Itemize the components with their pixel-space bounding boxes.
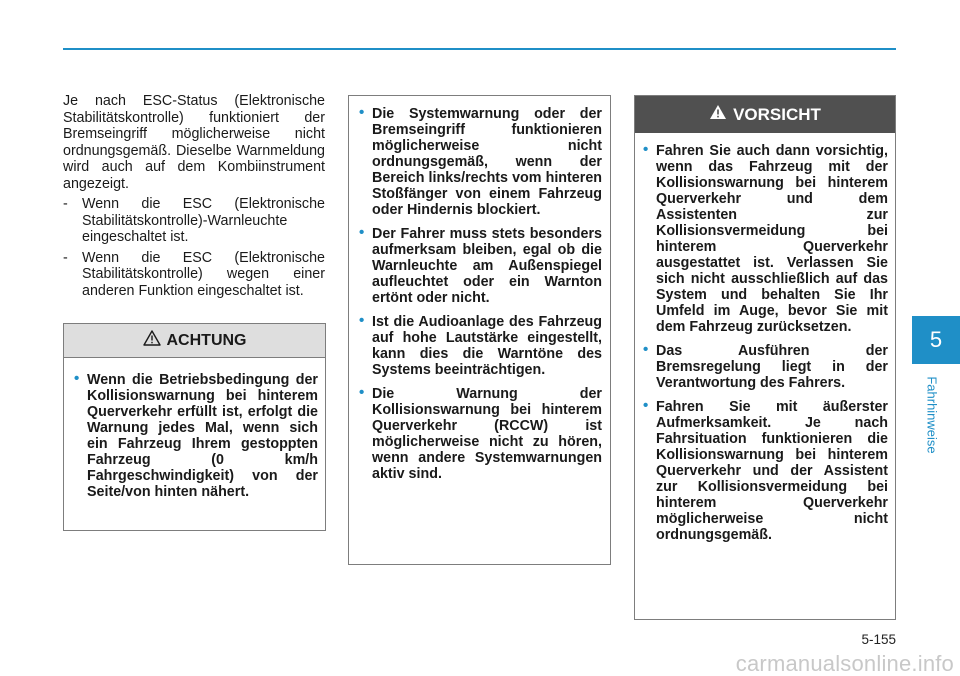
list-item-text: Die Systemwarnung oder der Bremseingriff funktionieren möglicherweise nicht ordnungsgemäß, wenn der Bereich links/rechts vom hinteren Stoßfänger von einem Fahrzeug oder Hindernis blockiert. [372,106,602,218]
chapter-tab: 5 [912,316,960,364]
list-item-text: Ist die Audioanlage des Fahrzeug auf hohe Lautstärke eingestellt, kann dies die Warntöne des Systems beeinträchtigen. [372,314,602,378]
list-item-text: Fahren Sie mit äußerster Aufmerksamkeit. Je nach Fahrsituation funktionieren die Kollisionswarnung bei hinterem Querverkehr und der Assistent zur Kollisionsvermeidung bei hinterem Querverkehr möglicherweise nicht ordnungsgemäß. [656,399,888,543]
warning-triangle-icon [143,330,161,351]
dash-item [63,250,325,300]
dash-item-text: Wenn die ESC (Elektronische Stabilitätskontrolle)-Warnleuchte eingeschaltet ist. [82,196,325,245]
list-item-text: Die Warnung der Kollisionswarnung bei hinterem Querverkehr (RCCW) ist möglicherweise nicht zu hören, wenn andere Systemwarnungen aktiv sind. [372,386,602,482]
bullet-marker: • [643,341,649,358]
chapter-label [922,370,942,460]
intro-paragraph: Je nach ESC-Status (Elektronische Stabilitätskontrolle) funktioniert der Bremseingriff möglicherweise nicht ordnungsgemäß. Dieselbe Warnmeldung wird auch auf dem Kombiinstrument angezeigt. [63,93,325,192]
bullet-marker: • [359,224,365,241]
page-number: 5-155 [861,632,896,647]
dash-marker: - [63,249,68,266]
list-item [643,343,888,391]
watermark: carmanualsonline.info [735,651,954,676]
list-item [643,143,888,335]
list-item [643,399,888,543]
achtung-title: ACHTUNG [166,331,247,349]
bullet-marker: • [74,370,80,387]
dash-item [63,196,325,246]
vorsicht-box [634,95,896,620]
dash-marker: - [63,196,68,212]
list-item [74,372,318,500]
vorsicht-title: VORSICHT [733,104,821,124]
achtung-header [64,324,325,358]
bullet-marker: • [359,384,365,401]
bullet-marker: • [643,397,649,414]
warning-triangle-icon [709,104,727,125]
bullet-marker: • [359,312,365,329]
achtung-box [63,323,326,531]
chapter-label-text: Fahrhinweise [924,376,940,454]
list-item-text: Der Fahrer muss stets besonders aufmerksam bleiben, egal ob die Warnleuchte am Außenspiegel aufleuchtet oder ein Warnton ertönt oder nicht. [372,226,602,306]
achtung-list [64,358,325,500]
top-rule [63,48,896,50]
caution-list [349,96,610,482]
list-item-text: Fahren Sie auch dann vorsichtig, wenn das Fahrzeug mit der Kollisionswarnung bei hinterem Querverkehr und dem Assistenten zur Kollisionsvermeidung bei hinterem Querverkehr ausgestattet ist. Verlassen Sie sich nicht ausschließlich auf das System und behalten Sie Ihr Umfeld im Auge, bevor Sie mit dem Fahrzeug zurücksetzen. [656,143,888,335]
list-item [359,314,602,378]
body-text-column [63,93,325,299]
list-item [359,226,602,306]
vorsicht-header [635,96,895,133]
list-item [359,106,602,218]
list-item [359,386,602,482]
list-item-text: Das Ausführen der Bremsregelung liegt in der Verantwortung des Fahrers. [656,343,888,391]
vorsicht-list [635,133,895,543]
bullet-marker: • [359,104,365,121]
bullet-marker: • [643,141,649,158]
list-item-text: Wenn die Betriebsbedingung der Kollisionswarnung bei hinterem Querverkehr erfüllt ist, erfolgt die Warnung jedes Mal, wenn sich ein Fahrzeug Ihrem gestoppten Fahrzeug (0 km/h Fahrgeschwindigkeit) von der Seite/von hinten nähert. [87,372,318,500]
caution-continued-box [348,95,611,565]
dash-item-text: Wenn die ESC (Elektronische Stabilitätskontrolle) wegen einer anderen Funktion eingeschaltet ist. [82,249,325,299]
